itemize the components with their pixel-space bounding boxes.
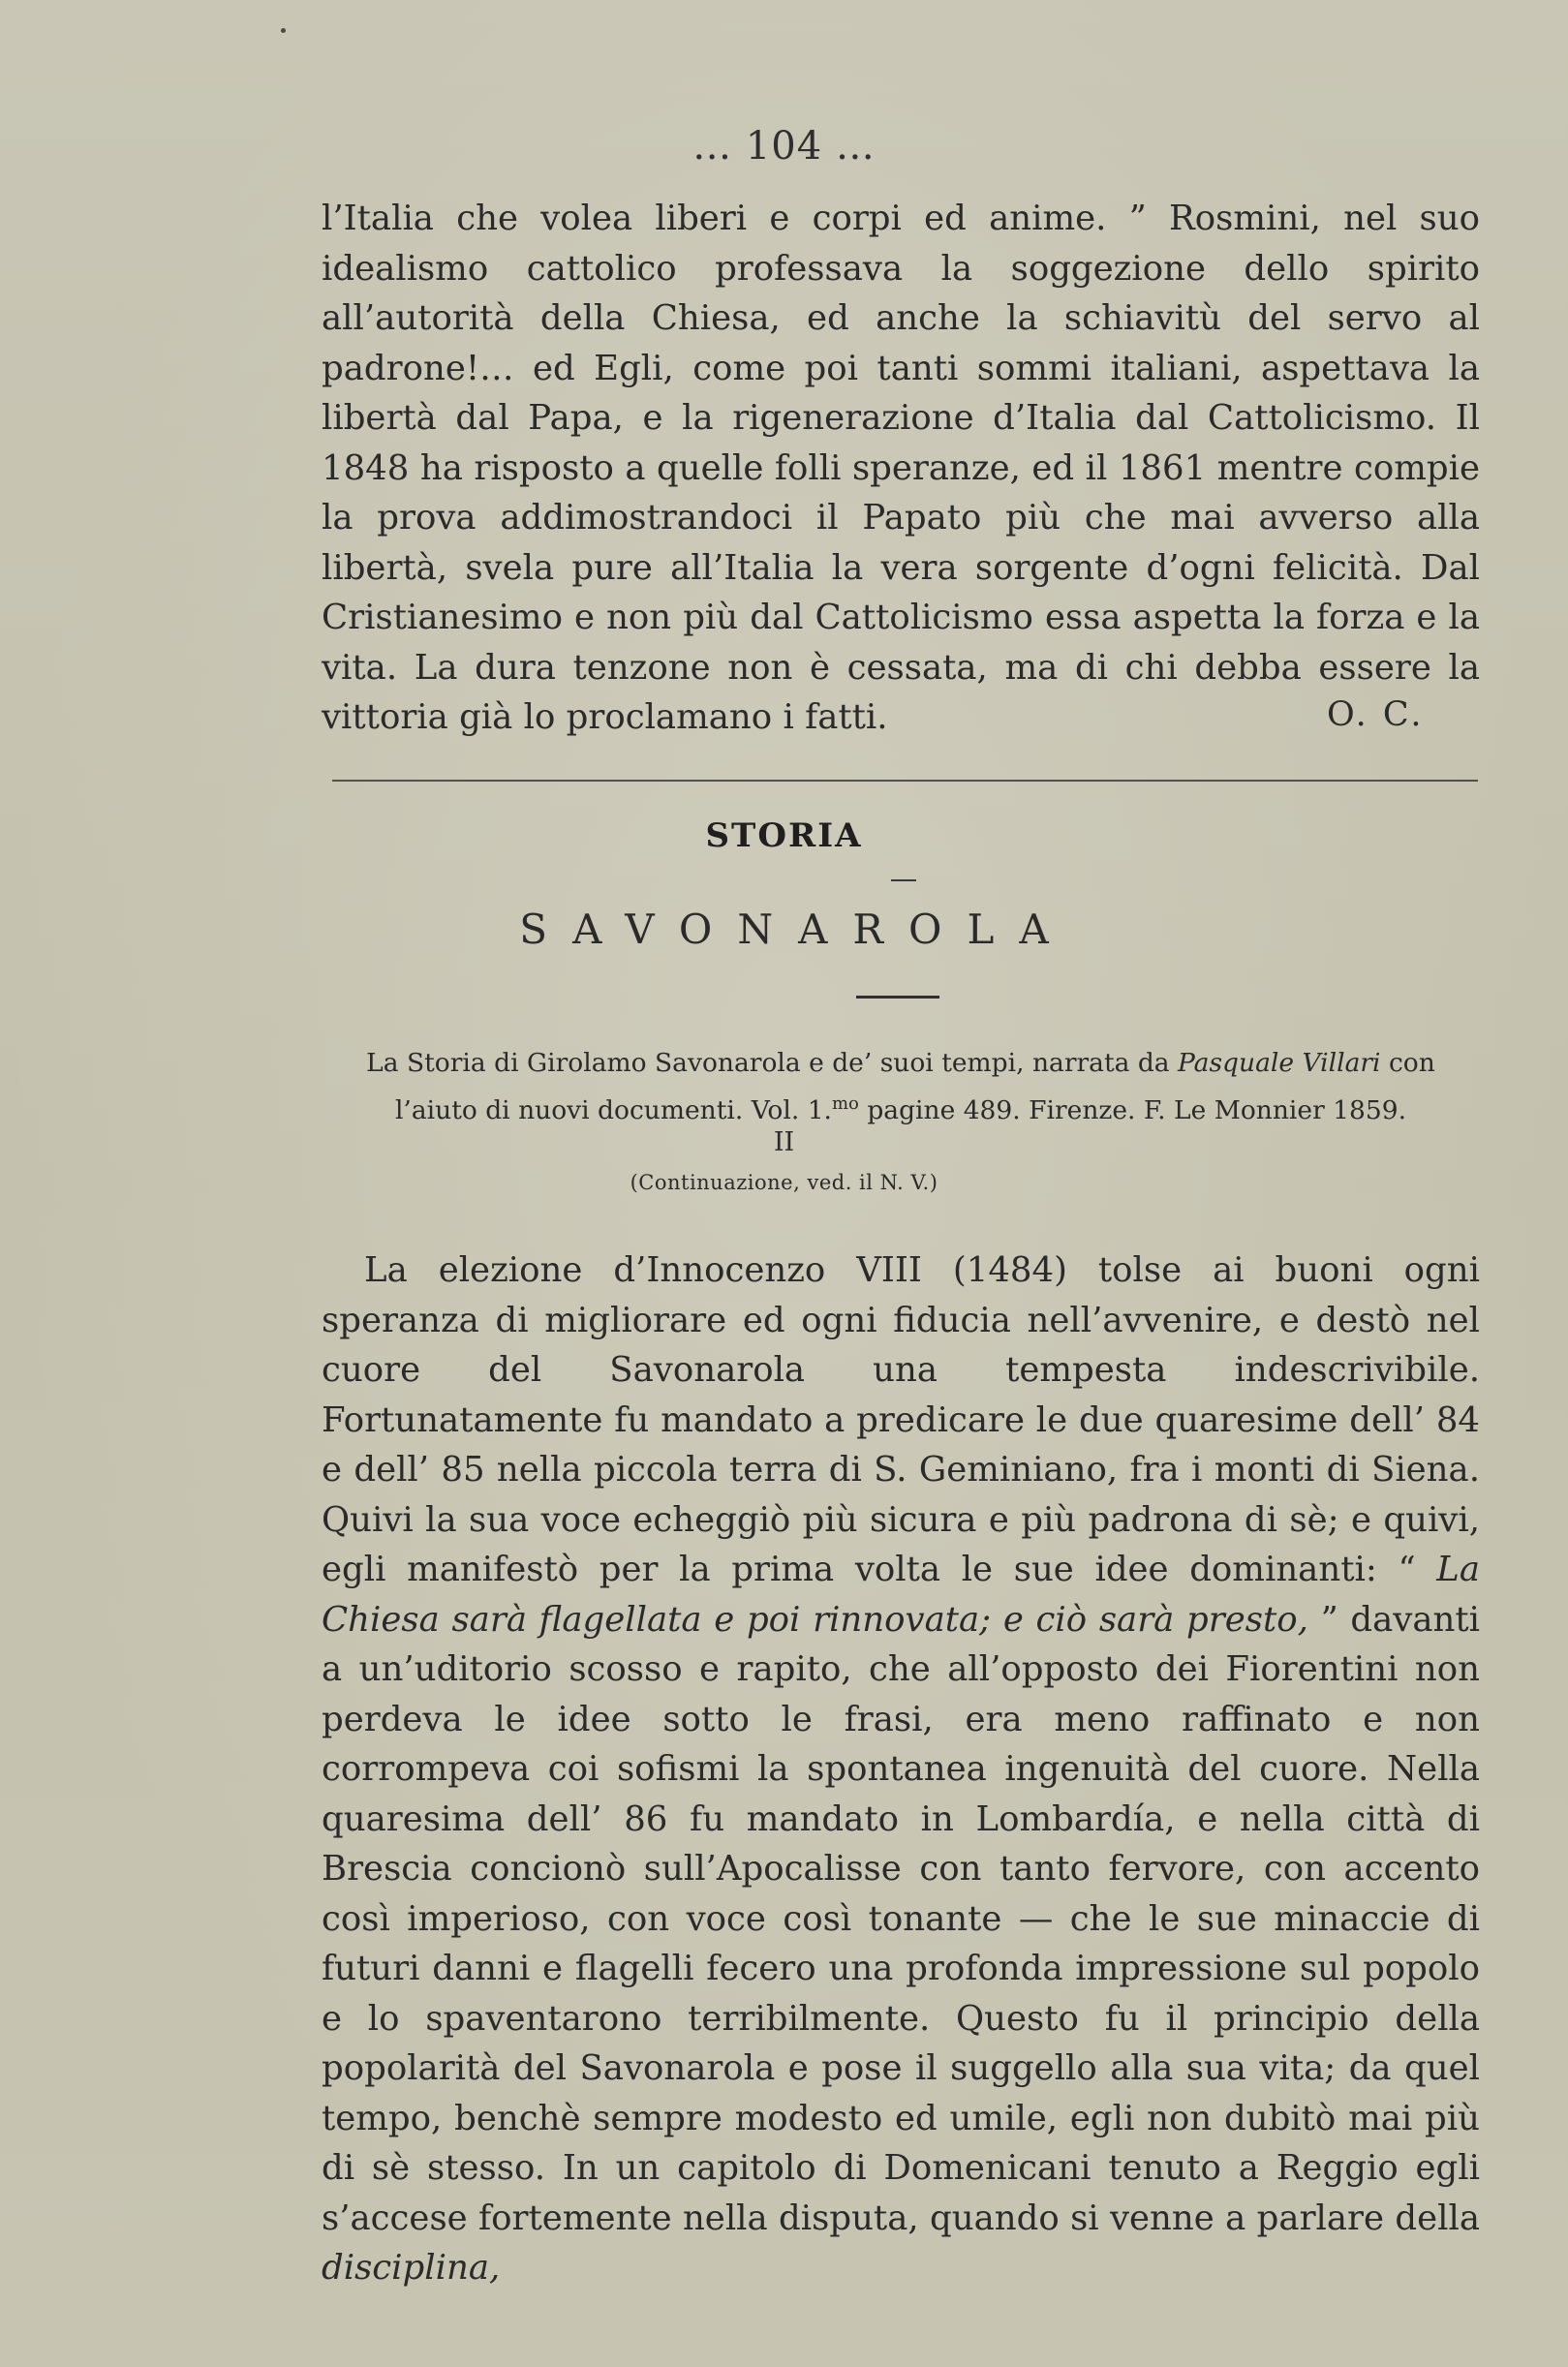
- section-divider: [332, 780, 1478, 782]
- continuation-note: (Continuazione, ved. il N. V.): [630, 1171, 938, 1194]
- page-number: … 104 …: [692, 124, 876, 169]
- part-number: II: [773, 1127, 795, 1157]
- biblio-text: pagine 489. Firenze. F. Le Monnier 1859.: [858, 1094, 1407, 1125]
- italic-quote: La Chiesa sarà flagellata e poi rinnovata; e ciò sarà presto,: [322, 1550, 1480, 1640]
- biblio-text: con: [1380, 1048, 1435, 1078]
- italic-word: disciplina,: [322, 2248, 501, 2288]
- biblio-text: La Storia di Girolamo Savonarola e de’ suoi tempi, narrata da: [366, 1048, 1179, 1078]
- section-label: STORIA: [705, 816, 863, 855]
- intro-text: l’Italia che volea liberi e corpi ed anime. ” Rosmini, nel suo idealismo cattolico professava la soggezione dello spirito all’autorità della Chiesa, ed anche la schiavitù del servo al padrone!… ed Egli, come poi tanti sommi italiani, aspettava la libertà dal Papa, e la rigenerazione d’Italia dal Cattolicismo. Il 1848 ha risposto a quelle folli speranze, ed il 1861 mentre compie la prova addimostrandoci il Papato più che mai avverso alla libertà, svela pure all’Italia la vera sorgente d’ogni felicità. Dal Cristianesimo e non più dal Cattolicismo essa aspetta la forza e la vita. La dura tenzone non è cessata, ma di chi debba essere la vittoria già lo proclamano i fatti.: [322, 199, 1480, 737]
- body-text-segment: ” davanti a un’uditorio scosso e rapito, che all’opposto dei Fiorentini non perdeva le idee sotto le frasi, era meno raffinato e non corrompeva coi sofismi la spontanea ingenuità del cuore. Nella quaresima dell’ 86 fu mandato in Lombardía, e nella città di Brescia concionò sull’Apocalisse con tanto fervore, con accento così imperioso, con voce così tonante — che le sue minaccie di futuri danni e flagelli fecero una profonda impressione sul popolo e lo spaventarono terribilmente. Questo fu il principio della popolarità del Savonarola e pose il suggello alla sua vita; da quel tempo, benchè sempre modesto ed umile, egli non dubitò mai più di sè stesso. In un capitolo di Domenicani tenuto a Reggio egli s’accese fortemente nella disputa, quando si venne a parlare della: [322, 1599, 1481, 2238]
- biblio-line-1: [322, 1043, 1480, 1084]
- bibliographic-note: [322, 1043, 1480, 1131]
- paper-speck: [281, 28, 286, 33]
- biblio-text: l’aiuto di nuovi documenti. Vol. 1.: [394, 1094, 832, 1125]
- biblio-line-2: [322, 1084, 1480, 1131]
- intro-paragraph: [322, 194, 1480, 743]
- body-paragraph: [322, 1245, 1480, 2293]
- title-dash: [891, 879, 916, 881]
- body-text: [322, 1245, 1480, 2293]
- author-signature: O. C.: [1327, 695, 1425, 734]
- body-text-segment: La elezione d’Innocenzo VIII (1484) tolse ai buoni ogni speranza di migliorare ed ogni fiducia nell’avvenire, e destò nel cuore del Savonarola una tempesta indescrivibile. Fortunatamente fu mandato a predicare le due quaresime dell’ 84 e dell’ 85 nella piccola terra di S. Geminiano, fra i monti di Siena. Quivi la sua voce echeggiò più sicura e più padrona di sè; e quivi, egli manifestò per la prima volta le sue idee dominanti: “: [322, 1250, 1480, 1589]
- article-title: SAVONAROLA: [519, 906, 1074, 953]
- biblio-superscript: mo: [831, 1093, 859, 1114]
- title-underline: [856, 996, 939, 999]
- biblio-author: Pasquale Villari: [1178, 1048, 1381, 1078]
